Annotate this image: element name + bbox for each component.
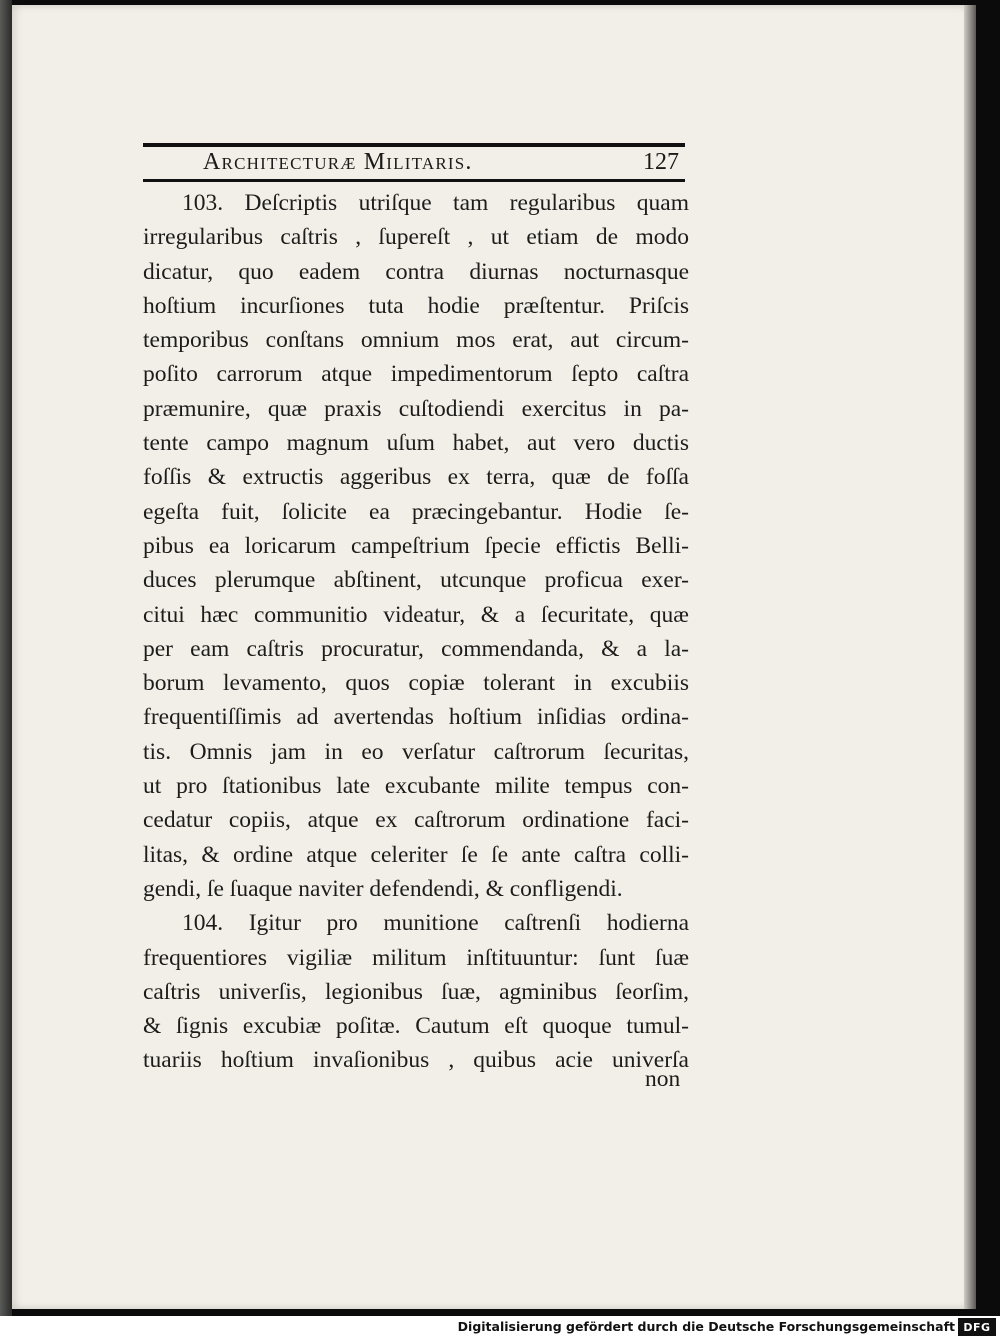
text-line: gendi, ſe ſuaque naviter defendendi, & confligendi.: [143, 875, 623, 902]
body-text: [143, 186, 689, 1078]
text-line: borum levamento, quos copiæ tolerant in excubiis: [143, 670, 689, 697]
text-line: caſtris univerſis, legionibus ſuæ, agminibus ſeorſim,: [143, 978, 689, 1005]
text-line: & ſignis excubiæ poſitæ. Cautum eſt quoque tumul-: [143, 1013, 689, 1040]
text-line: dicatur, quo eadem contra diurnas nocturnasque: [143, 258, 689, 285]
text-line: duces plerumque abſtinent, utcunque proficua exer-: [143, 567, 689, 594]
text-line: tis. Omnis jam in eo verſatur caſtrorum ſecuritas,: [143, 738, 689, 765]
dfg-logo: DFG: [958, 1318, 996, 1336]
text-line: ut pro ſtationibus late excubante milite tempus con-: [143, 773, 689, 800]
text-line: hoſtium incurſiones tuta hodie præſtentur. Priſcis: [143, 292, 689, 319]
text-line: citui hæc communitio videatur, & a ſecuritate, quæ: [143, 601, 689, 628]
binding-edge: [0, 0, 12, 1316]
text-line: poſito carrorum atque impedimentorum ſepto caſtra: [143, 361, 689, 388]
running-head-title: Architecturæ Militaris.: [203, 149, 473, 175]
text-line: cedatur copiis, atque ex caſtrorum ordinatione faci-: [143, 807, 689, 834]
text-line: præmunire, quæ praxis cuſtodiendi exercitus in pa-: [143, 395, 689, 422]
funding-credit: Digitalisierung gefördert durch die Deutsche Forschungsgemeinschaft: [457, 1319, 955, 1334]
text-line: per eam caſtris procuratur, commendanda, & a la-: [143, 635, 689, 662]
text-line: tuariis hoſtium invaſionibus , quibus acie univerſa: [143, 1047, 689, 1074]
page-edge-shadow: [964, 5, 976, 1309]
text-line: temporibus conſtans omnium mos erat, aut circum-: [143, 327, 689, 354]
text-line: tente campo magnum uſum habet, aut vero ductis: [143, 430, 689, 457]
running-head: [143, 148, 685, 178]
text-line: egeſta fuit, ſolicite ea præcingebantur. Hodie ſe-: [143, 498, 689, 525]
text-line: frequentiſſimis ad avertendas hoſtium inſidias ordina-: [143, 704, 689, 731]
page-number: 127: [643, 149, 679, 175]
text-line: irregularibus caſtris , ſupereſt , ut etiam de modo: [143, 224, 689, 251]
text-line: foſſis & extructis aggeribus ex terra, quæ de foſſa: [143, 464, 689, 491]
text-line: 104. Igitur pro munitione caſtrenſi hodierna: [182, 910, 689, 937]
text-line: frequentiores vigiliæ militum inſtituuntur: ſunt ſuæ: [143, 944, 689, 971]
text-line: litas, & ordine atque celeriter ſe ſe ante caſtra colli-: [143, 841, 689, 868]
footer-bar: [0, 1316, 1000, 1340]
header-rule-bottom: [143, 179, 685, 182]
text-line: pibus ea loricarum campeſtrium ſpecie effictis Belli-: [143, 532, 689, 559]
text-line: 103. Deſcriptis utriſque tam regularibus quam: [182, 190, 689, 216]
header-rule-top: [143, 143, 685, 147]
catchword: non: [645, 1066, 681, 1092]
